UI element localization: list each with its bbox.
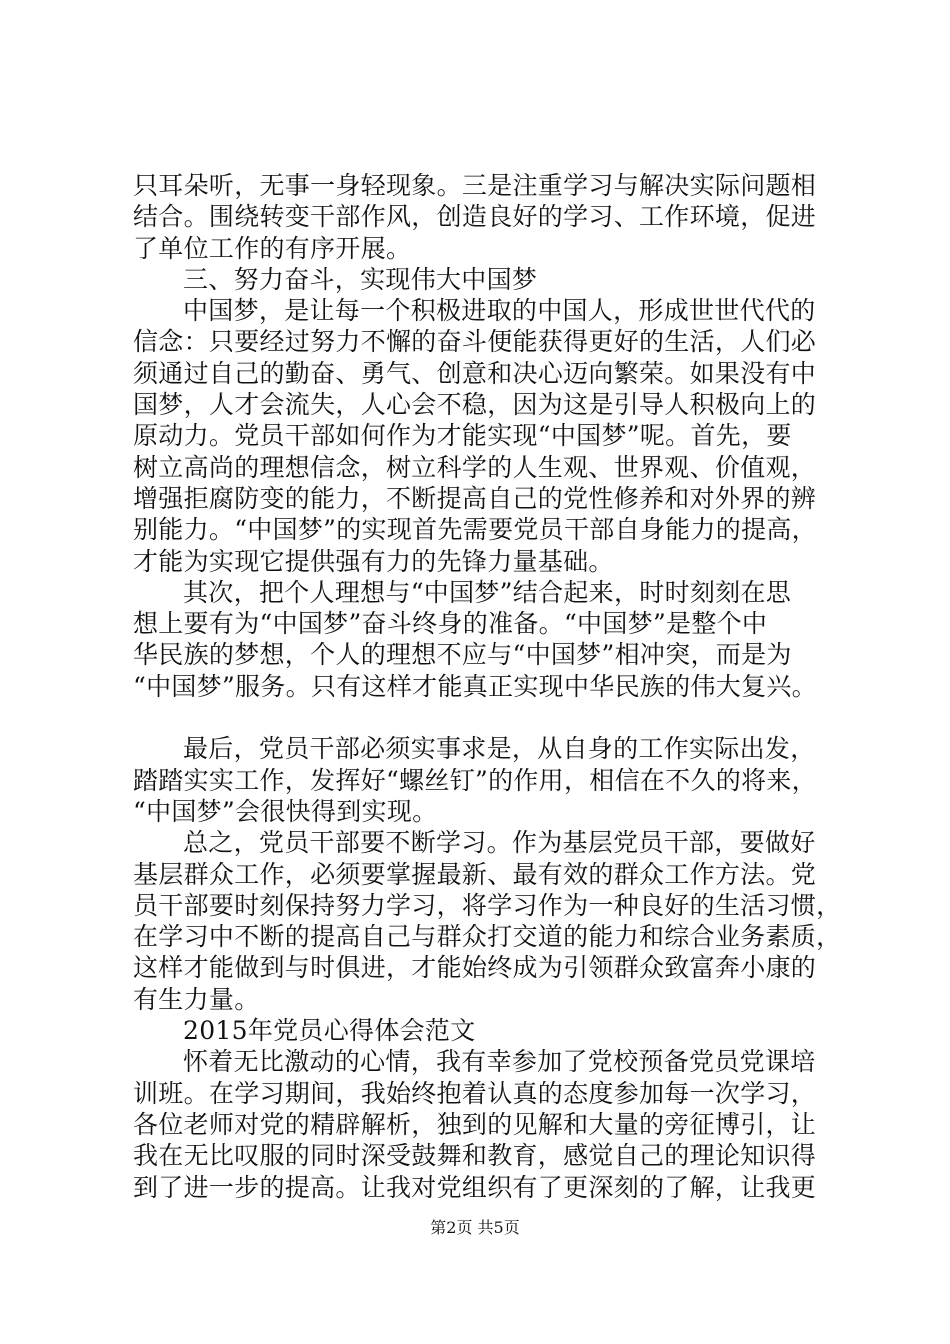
text-line: 结合。围绕转变干部作风，创造良好的学习、工作环境，促进: [133, 202, 817, 232]
text-line: 我在无比叹服的同时深受鼓舞和教育，感觉自己的理论知识得: [133, 1141, 817, 1171]
text-line: 树立高尚的理想信念，树立科学的人生观、世界观、价值观，: [133, 452, 817, 482]
text-line: 国梦，人才会流失，人心会不稳，因为这是引导人积极向上的: [133, 390, 817, 420]
text-line: 须通过自己的勤奋、勇气、创意和决心迈向繁荣。如果没有中: [133, 358, 817, 388]
text-line: 各位老师对党的精辟解析，独到的见解和大量的旁征博引，让: [133, 1109, 817, 1139]
text-line: 了单位工作的有序开展。: [133, 233, 412, 263]
text-line: 想上要有为“中国梦”奋斗终身的准备。“中国梦”是整个中: [133, 609, 768, 639]
page-footer: 第2页 共5页: [430, 1218, 520, 1237]
document-body: [133, 170, 853, 1203]
text-line: 员干部要时刻保持努力学习，将学习作为一种良好的生活习惯，: [133, 890, 842, 920]
text-line: “中国梦”会很快得到实现。: [133, 796, 438, 826]
text-line: 信念：只要经过努力不懈的奋斗便能获得更好的生活，人们必: [133, 327, 817, 357]
text-line: 怀着无比激动的心情，我有幸参加了党校预备党员党课培: [183, 1047, 816, 1077]
text-line: 别能力。“中国梦”的实现首先需要党员干部自身能力的提高，: [133, 515, 817, 545]
text-line: 这样才能做到与时俱进，才能始终成为引领群众致富奔小康的: [133, 953, 817, 983]
text-line: 在学习中不断的提高自己与群众打交道的能力和综合业务素质，: [133, 922, 842, 952]
text-line: 有生力量。: [133, 984, 260, 1014]
text-line: 中国梦，是让每一个积极进取的中国人，形成世世代代的: [183, 296, 816, 326]
text-line: 最后，党员干部必须实事求是，从自身的工作实际出发，: [183, 734, 816, 764]
text-line: 才能为实现它提供强有力的先锋力量基础。: [133, 546, 614, 576]
text-line: 增强拒腐防变的能力，不断提高自己的党性修养和对外界的辨: [133, 483, 817, 513]
text-line: 其次，把个人理想与“中国梦”结合起来，时时刻刻在思: [183, 577, 792, 607]
text-line: 训班。在学习期间，我始终抱着认真的态度参加每一次学习，: [133, 1078, 817, 1108]
text-line: 基层群众工作，必须要掌握最新、最有效的群众工作方法。党: [133, 859, 817, 889]
text-line: 总之，党员干部要不断学习。作为基层党员干部，要做好: [183, 828, 816, 858]
text-line: 原动力。党员干部如何作为才能实现“中国梦”呢。首先，要: [133, 421, 792, 451]
text-line: “中国梦”服务。只有这样才能真正实现中华民族的伟大复兴。: [133, 671, 817, 701]
text-line: 到了进一步的提高。让我对党组织有了更深刻的了解，让我更: [133, 1172, 817, 1202]
text-line: 只耳朵听，无事一身轻现象。三是注重学习与解决实际问题相: [133, 171, 817, 200]
blank-line: [133, 702, 853, 733]
text-line: 2015年党员心得体会范文: [183, 1016, 476, 1046]
text-line: 华民族的梦想，个人的理想不应与“中国梦”相冲突，而是为: [133, 640, 792, 670]
text-line: 三、努力奋斗，实现伟大中国梦: [183, 264, 538, 294]
text-line: 踏踏实实工作，发挥好“螺丝钉”的作用，相信在不久的将来，: [133, 765, 817, 795]
